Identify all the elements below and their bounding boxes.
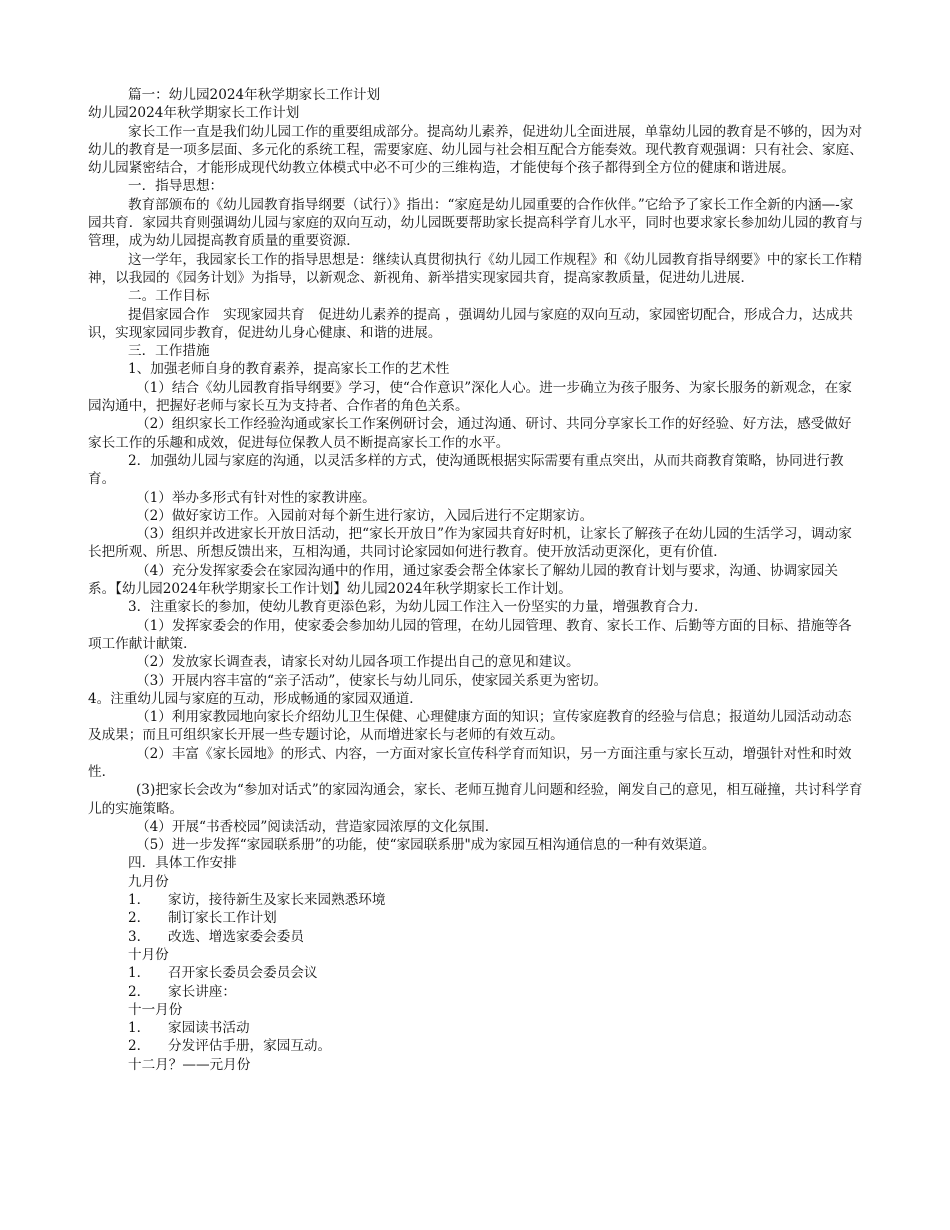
measure-4-item-4: （4）开展“书香校园”阅读活动，营造家园浓厚的文化氛围． <box>136 818 499 835</box>
list-item-text: 改选、增选家委会委员 <box>168 928 304 945</box>
list-item-number: 2． <box>128 1038 151 1055</box>
list-item <box>88 1037 863 1055</box>
list-item-number: 1． <box>128 1020 151 1037</box>
measure-3-item-1: （1）发挥家委会的作用，使家委会参加幼儿园的管理，在幼儿园管理、教育、家长工作、后勤等方面的目标、措施等各项工作献计献策． <box>88 617 852 652</box>
schedule-month-november <box>88 1001 863 1056</box>
paragraph-work-goals: 提倡家园合作 实现家园共育 促进幼儿素养的提高 ，强调幼儿园与家庭的双向互动，家园密切配合，形成合力，达成共识，实现家园同步教育，促进幼儿身心健康、和谐的进展。 <box>88 306 853 341</box>
list-item <box>88 1019 863 1037</box>
list-item-number: 1． <box>128 965 151 982</box>
month-label: 九月份 <box>128 873 169 890</box>
measure-1-item-1: （1）结合《幼儿园教育指导纲要》学习，使“合作意识”深化人心。进一步确立为孩子服务、为家长服务的新观念，在家园沟通中，把握好老师与家长互为支持者、合作者的角色关系。 <box>88 379 852 415</box>
list-item-number: 3． <box>128 928 151 945</box>
schedule-month-october <box>88 946 863 1001</box>
measure-4-item-3: (3)把家长会改为“参加对话式”的家园沟通会，家长、老师互抛育儿问题和经验，阐发自己的意见，相互碰撞，共讨科学育儿的实施策略。 <box>88 782 863 817</box>
measure-2: 2．加强幼儿园与家庭的沟通，以灵活多样的方式，使沟通既根据实际需要有重点突出，从而共商教育策略，协同进行教育。 <box>88 452 844 488</box>
list-item <box>88 928 863 946</box>
measure-3-item-2: （2）发放家长调查表，请家长对幼儿园各项工作提出自己的意见和建议。 <box>136 654 580 671</box>
measure-2-item-2: （2）做好家访工作。入园前对每个新生进行家访，入园后进行不定期家访。 <box>136 507 594 524</box>
section-heading: 篇一：幼儿园2024年秋学期家长工作计划 <box>128 87 381 103</box>
list-item <box>88 891 863 909</box>
month-label: 十一月份 <box>128 1001 183 1018</box>
schedule-month-september <box>88 873 863 946</box>
measure-3-item-3: （3）开展内容丰富的“亲子活动”，使家长与幼儿同乐，使家园关系更为密切。 <box>136 672 608 689</box>
month-label: 十二月？——元月份 <box>128 1056 251 1073</box>
list-item-text: 召开家长委员会委员会议 <box>168 965 318 982</box>
list-item-text: 家访，接待新生及家长来园熟悉环境 <box>168 892 386 909</box>
measure-2-item-3: （3）组织并改进家长开放日活动，把“家长开放日”作为家园共育好时机，让家长了解孩子在幼儿园的生活学习，调动家长把所观、所思、所想反馈出来，互相沟通，共同讨论家园如何进行教育。使开放活动更深化，更有价值． <box>88 526 852 561</box>
measure-4-item-1: （1）利用家教园地向家长介绍幼儿卫生保健、心理健康方面的知识；宣传家庭教育的经验与信息；报道幼儿园活动动态及成果；而且可组织家长开展一些专题讨论，从而增进家长与老师的有效互动。 <box>88 709 852 744</box>
list-item <box>88 964 863 982</box>
measure-4-item-5: （5）进一步发挥“家园联系册”的功能，使“家园联系册"成为家园互相沟通信息的一种有效渠道。 <box>136 837 716 854</box>
document-title: 幼儿园2024年秋学期家长工作计划 <box>88 105 300 122</box>
measure-4-item-2: （2）丰富《家长园地》的形式、内容，一方面对家长宣传科学育而知识，另一方面注重与家长互动，增强针对性和时效性． <box>88 745 852 780</box>
paragraph-guiding-1: 教育部颁布的《幼儿园教育指导纲要（试行）》指出：“家庭是幼儿园重要的合作伙伴。”它给予了家长工作全新的内涵—-家园共育．家园共育则强调幼儿园与家庭的双向互动，幼儿园既要帮助家长提高科学育儿水平，同时也要求家长参加幼儿园的教育与管理，成为幼儿园提高教育质量的重要资源． <box>88 196 863 250</box>
heading-schedule: 四．具体工作安排 <box>128 855 237 872</box>
list-item-number: 2． <box>128 983 151 1000</box>
heading-work-measures: 三．工作措施 <box>128 343 210 360</box>
measure-4: 4。注重幼儿园与家庭的互动，形成畅通的家园双通道． <box>88 690 423 707</box>
schedule-month-december-january <box>88 1056 863 1074</box>
measure-2-item-4: （4）充分发挥家委会在家园沟通中的作用，通过家委会帮全体家长了解幼儿园的教育计划与要求，沟通、协调家园关系。【幼儿园2024年秋学期家长工作计划】幼儿园2024年秋学期家长工作计划。 <box>88 562 838 598</box>
list-item-text: 家长讲座： <box>168 983 236 1000</box>
measure-3: 3．注重家长的参加，使幼儿教育更添色彩，为幼儿园工作注入一份坚实的力量，增强教育合力． <box>128 599 708 616</box>
month-label: 十月份 <box>128 946 169 963</box>
measure-1-item-2: （2）组织家长工作经验沟通或家长工作案例研讨会，通过沟通、研讨、共同分享家长工作的好经验、好方法，感受做好家长工作的乐趣和成效，促进每位保教人员不断提高家长工作的水平。 <box>88 416 852 451</box>
measure-1: 1、加强老师自身的教育素养，提高家长工作的艺术性 <box>128 361 450 378</box>
list-item-text: 分发评估手册，家园互动。 <box>168 1038 332 1055</box>
list-item-number: 2． <box>128 910 151 927</box>
list-item-number: 1． <box>128 892 151 909</box>
heading-work-goals: 二。工作目标 <box>128 288 210 305</box>
measure-2-item-1: （1）举办多形式有针对性的家教讲座。 <box>136 489 376 506</box>
list-item <box>88 983 863 1001</box>
list-item <box>88 909 863 927</box>
list-item-text: 制订家长工作计划 <box>168 910 277 927</box>
heading-guiding-thought: 一．指导思想： <box>128 178 224 195</box>
intro-paragraph: 家长工作一直是我们幼儿园工作的重要组成部分。提高幼儿素养，促进幼儿全面进展，单靠幼儿园的教育是不够的，因为对幼儿的教育是一项多层面、多元化的系统工程，需要家庭、幼儿园与社会相互配合方能奏效。现代教育观强调：只有社会、家庭、幼儿园紧密结合，才能形成现代幼教立体模式中必不可少的三维构造，才能使每个孩子都得到全方位的健康和谐进展。 <box>88 123 863 177</box>
list-item-text: 家园读书活动 <box>168 1020 250 1037</box>
paragraph-guiding-2: 这一学年，我园家长工作的指导思想是：继续认真贯彻执行《幼儿园工作规程》和《幼儿园教育指导纲要》中的家长工作精神，以我园的《园务计划》为指导，以新观念、新视角、新举措实现家园共育，提高家教质量，促进幼儿进展． <box>88 251 863 286</box>
document-body <box>88 86 863 1074</box>
